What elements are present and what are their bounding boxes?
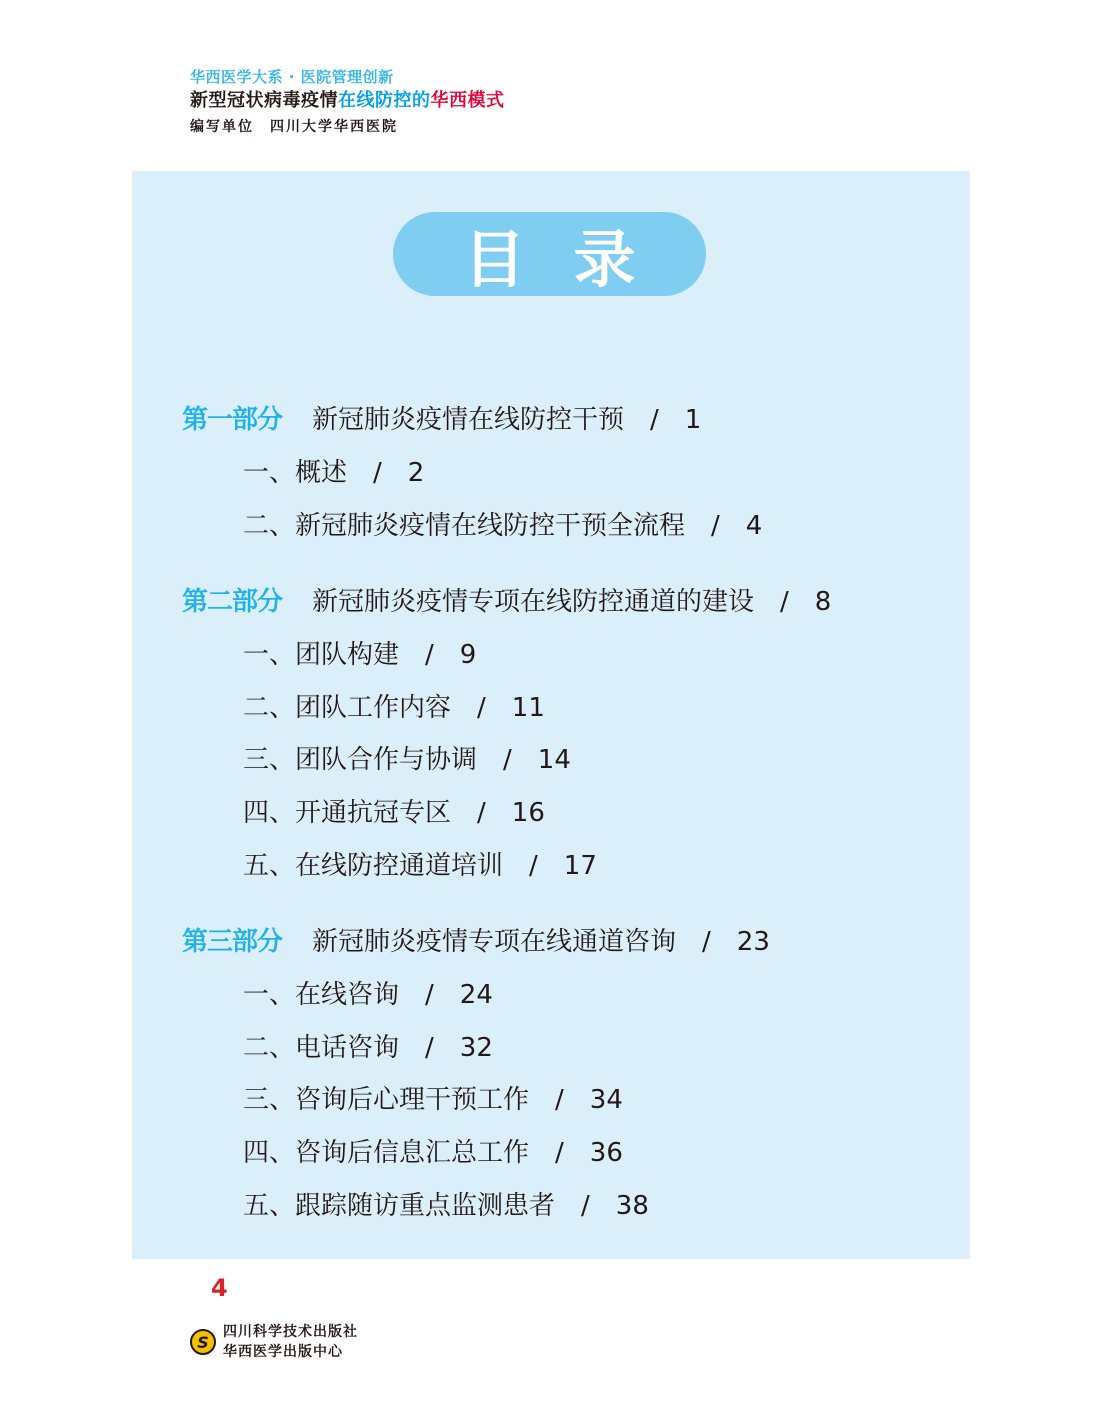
entry-title: 二、新冠肺炎疫情在线防控干预全流程 xyxy=(243,511,686,541)
page-number: 24 xyxy=(459,980,493,1010)
separator: / xyxy=(702,927,711,957)
toc-entry[interactable] xyxy=(243,1137,623,1169)
part-title: 新冠肺炎疫情专项在线通道咨询 xyxy=(312,927,677,957)
page-number: 36 xyxy=(589,1138,623,1168)
editor-label: 编写单位 xyxy=(190,119,254,135)
page-number: 23 xyxy=(736,927,770,957)
toc-entry[interactable] xyxy=(243,797,545,829)
part-label: 第三部分 xyxy=(182,927,283,957)
entry-title: 三、团队合作与协调 xyxy=(243,745,478,775)
page-number: 8 xyxy=(814,587,832,617)
page-number: 9 xyxy=(459,640,477,670)
part-title: 新冠肺炎疫情专项在线防控通道的建设 xyxy=(312,587,755,617)
toc-entry[interactable] xyxy=(243,979,493,1011)
toc-entry[interactable] xyxy=(243,850,597,882)
separator: / xyxy=(373,458,382,488)
separator: / xyxy=(650,405,659,435)
separator: / xyxy=(555,1138,564,1168)
book-title-part3: 华西模式 xyxy=(430,90,505,111)
toc-panel xyxy=(132,171,970,1259)
page-number: 11 xyxy=(511,693,545,723)
toc-part-2[interactable] xyxy=(182,586,831,618)
separator: / xyxy=(425,980,434,1010)
entry-title: 三、咨询后心理干预工作 xyxy=(243,1085,530,1115)
editor-value: 四川大学华西医院 xyxy=(270,119,398,135)
separator: / xyxy=(780,587,789,617)
separator: / xyxy=(529,851,538,881)
publisher-names xyxy=(223,1322,358,1362)
page-number: 17 xyxy=(563,851,597,881)
separator: / xyxy=(503,745,512,775)
separator: / xyxy=(425,640,434,670)
toc-part-1[interactable] xyxy=(182,404,701,436)
entry-title: 一、团队构建 xyxy=(243,640,400,670)
entry-title: 四、开通抗冠专区 xyxy=(243,798,452,828)
toc-entry[interactable] xyxy=(243,1190,649,1222)
entry-title: 二、团队工作内容 xyxy=(243,693,452,723)
separator: / xyxy=(477,798,486,828)
separator: / xyxy=(711,511,720,541)
page-number: 16 xyxy=(511,798,545,828)
entry-title: 五、在线防控通道培训 xyxy=(243,851,504,881)
book-title-part1: 新型冠状病毒疫情 xyxy=(190,90,338,111)
book-header xyxy=(190,66,505,140)
page-number: 38 xyxy=(615,1191,649,1221)
entry-title: 一、概述 xyxy=(243,458,348,488)
page-number: 4 xyxy=(745,511,763,541)
toc-title-banner xyxy=(393,212,706,296)
entry-title: 五、跟踪随访重点监测患者 xyxy=(243,1191,556,1221)
folio-page-number: 4 xyxy=(211,1274,228,1302)
toc-entry[interactable] xyxy=(243,639,476,671)
separator: / xyxy=(477,693,486,723)
publisher-line-2: 华西医学出版中心 xyxy=(223,1344,343,1360)
publisher-logo-icon: S xyxy=(190,1329,216,1355)
separator: / xyxy=(581,1191,590,1221)
toc-entry[interactable] xyxy=(243,457,424,489)
toc-entry[interactable] xyxy=(243,510,762,542)
editor-line xyxy=(190,114,505,140)
part-label: 第二部分 xyxy=(182,587,283,617)
book-title xyxy=(190,88,505,114)
publisher-block xyxy=(190,1322,358,1362)
page-number: 34 xyxy=(589,1085,623,1115)
part-title: 新冠肺炎疫情在线防控干预 xyxy=(312,405,625,435)
publisher-line-1: 四川科学技术出版社 xyxy=(223,1324,358,1340)
toc-entry[interactable] xyxy=(243,744,571,776)
page-number: 32 xyxy=(459,1033,493,1063)
series-title: 华西医学大系 · 医院管理创新 xyxy=(190,68,394,86)
entry-title: 二、电话咨询 xyxy=(243,1033,400,1063)
page-number: 2 xyxy=(407,458,425,488)
page-number: 1 xyxy=(684,405,702,435)
toc-entry[interactable] xyxy=(243,1032,493,1064)
entry-title: 一、在线咨询 xyxy=(243,980,400,1010)
toc-entry[interactable] xyxy=(243,692,545,724)
book-title-part2: 在线防控的 xyxy=(338,90,431,111)
toc-title: 目录 xyxy=(463,222,684,296)
separator: / xyxy=(425,1033,434,1063)
page-number: 14 xyxy=(537,745,571,775)
part-label: 第一部分 xyxy=(182,405,283,435)
toc-entry[interactable] xyxy=(243,1084,623,1116)
toc-part-3[interactable] xyxy=(182,926,770,958)
separator: / xyxy=(555,1085,564,1115)
entry-title: 四、咨询后信息汇总工作 xyxy=(243,1138,530,1168)
